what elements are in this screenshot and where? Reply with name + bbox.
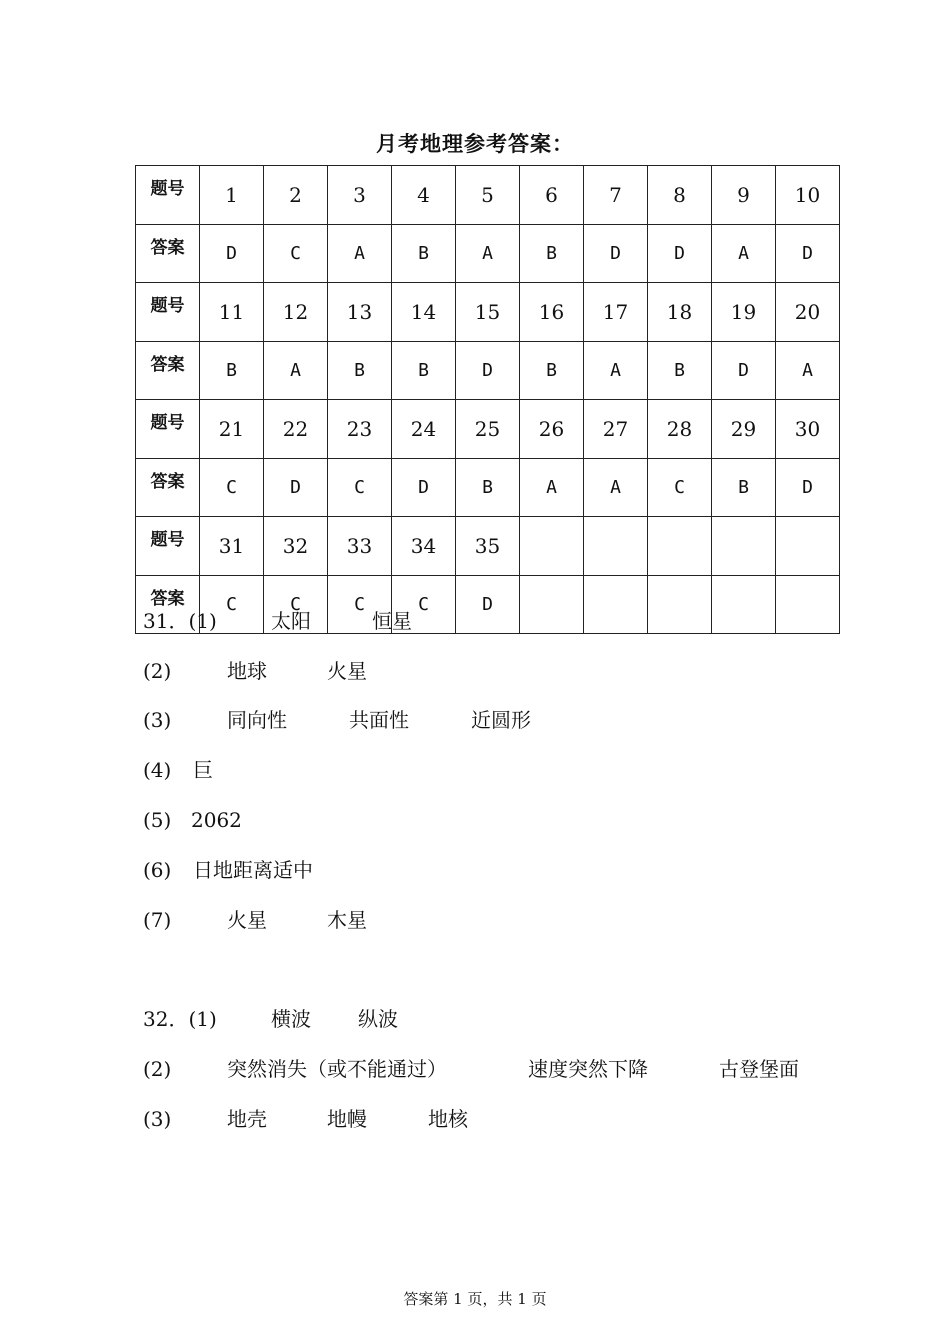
answer-text: 地壳 [227, 1107, 267, 1131]
question-number: 35 [456, 517, 520, 576]
question-number: 1 [200, 166, 264, 225]
answer-cell: C [200, 458, 264, 517]
question-number: 33 [328, 517, 392, 576]
row-label-answer: 答案 [136, 341, 200, 400]
answer-text: 火星 [327, 659, 367, 683]
answer-cell: C [648, 458, 712, 517]
answer-table [135, 165, 840, 634]
answer-cell: D [712, 341, 776, 400]
answer-text: 突然消失（或不能通过） [227, 1057, 447, 1081]
row-label-question: 题号 [136, 283, 200, 342]
question-number: 13 [328, 283, 392, 342]
question-number: 6 [520, 166, 584, 225]
answer-cell: A [712, 224, 776, 283]
answer-text: 同向性 [227, 708, 287, 732]
answer-cell: B [456, 458, 520, 517]
answer-cell: B [392, 224, 456, 283]
question-number: 9 [712, 166, 776, 225]
question-number: 20 [776, 283, 840, 342]
answer-text: 古登堡面 [719, 1057, 799, 1081]
part-label: (2) [143, 1057, 172, 1081]
question-number: 21 [200, 400, 264, 459]
answer-text: 共面性 [349, 708, 409, 732]
page-title: 月考地理参考答案： [376, 131, 574, 156]
row-label-question: 题号 [136, 400, 200, 459]
question-number: 25 [456, 400, 520, 459]
table-row [136, 224, 840, 283]
answer-cell: C [264, 575, 328, 634]
question-number: 8 [648, 166, 712, 225]
answer-text: 地球 [227, 659, 267, 683]
answer-cell: D [392, 458, 456, 517]
empty-cell [520, 517, 584, 576]
question-number: 19 [712, 283, 776, 342]
question-number: 10 [776, 166, 840, 225]
answer-text: 近圆形 [471, 708, 531, 732]
empty-cell [776, 575, 840, 634]
answer-cell: A [456, 224, 520, 283]
table-row [136, 283, 840, 342]
answer-text: 太阳 [271, 609, 311, 633]
answer-cell: A [584, 458, 648, 517]
answer-cell: B [200, 341, 264, 400]
question-number: 24 [392, 400, 456, 459]
part-label: (3) [143, 708, 172, 732]
question-number: 27 [584, 400, 648, 459]
answer-cell: C [200, 575, 264, 634]
question-number: 22 [264, 400, 328, 459]
question-number: 31 [200, 517, 264, 576]
empty-cell [648, 517, 712, 576]
question-number: 30 [776, 400, 840, 459]
question-number: 14 [392, 283, 456, 342]
row-label-answer: 答案 [136, 224, 200, 283]
table-row [136, 458, 840, 517]
empty-cell [520, 575, 584, 634]
answer-cell: B [328, 341, 392, 400]
row-label-answer: 答案 [136, 575, 200, 634]
row-label-question: 题号 [136, 517, 200, 576]
answer-cell: A [328, 224, 392, 283]
empty-cell [776, 517, 840, 576]
answer-text: 纵波 [358, 1007, 398, 1031]
part-label: (7) [143, 908, 172, 932]
table-row [136, 166, 840, 225]
part-label: (5) [143, 808, 172, 832]
answer-cell: A [520, 458, 584, 517]
question-number: 29 [712, 400, 776, 459]
question-number: 18 [648, 283, 712, 342]
table-row [136, 575, 840, 634]
answer-text: 木星 [327, 908, 367, 932]
empty-cell [712, 575, 776, 634]
answer-cell: C [392, 575, 456, 634]
empty-cell [584, 575, 648, 634]
answer-cell: B [648, 341, 712, 400]
answer-cell: C [328, 575, 392, 634]
question-number: 26 [520, 400, 584, 459]
question-number: 17 [584, 283, 648, 342]
answer-cell: D [776, 458, 840, 517]
answer-cell: D [648, 224, 712, 283]
answer-text: 横波 [271, 1007, 311, 1031]
table-row [136, 400, 840, 459]
answer-cell: D [776, 224, 840, 283]
answer-text: 日地距离适中 [193, 858, 313, 882]
question-number: 28 [648, 400, 712, 459]
part-label: (2) [143, 659, 172, 683]
answer-text: 速度突然下降 [528, 1057, 648, 1081]
q32-label: 32．(1) [143, 1007, 217, 1031]
answer-cell: B [392, 341, 456, 400]
row-label-answer: 答案 [136, 458, 200, 517]
answer-text: 巨 [193, 758, 213, 782]
answer-cell: B [712, 458, 776, 517]
question-number: 2 [264, 166, 328, 225]
answer-cell: B [520, 341, 584, 400]
row-label-question: 题号 [136, 166, 200, 225]
answer-cell: D [584, 224, 648, 283]
question-number: 16 [520, 283, 584, 342]
answer-text: 火星 [227, 908, 267, 932]
question-number: 34 [392, 517, 456, 576]
question-number: 12 [264, 283, 328, 342]
answer-text: 恒星 [372, 609, 412, 633]
answer-text: 2062 [191, 808, 242, 832]
answer-cell: C [264, 224, 328, 283]
empty-cell [712, 517, 776, 576]
answer-cell: D [456, 341, 520, 400]
question-number: 32 [264, 517, 328, 576]
question-number: 5 [456, 166, 520, 225]
answer-cell: D [200, 224, 264, 283]
question-number: 11 [200, 283, 264, 342]
answer-text: 地幔 [327, 1107, 367, 1131]
question-number: 3 [328, 166, 392, 225]
question-number: 15 [456, 283, 520, 342]
answer-cell: D [456, 575, 520, 634]
answer-cell: A [776, 341, 840, 400]
answer-cell: A [584, 341, 648, 400]
question-number: 23 [328, 400, 392, 459]
answer-cell: D [264, 458, 328, 517]
question-number: 4 [392, 166, 456, 225]
table-row [136, 517, 840, 576]
table-row [136, 341, 840, 400]
answer-cell: C [328, 458, 392, 517]
answer-cell: B [520, 224, 584, 283]
empty-cell [584, 517, 648, 576]
part-label: (3) [143, 1107, 172, 1131]
q31-label: 31．(1) [143, 609, 217, 633]
answer-cell: A [264, 341, 328, 400]
question-number: 7 [584, 166, 648, 225]
empty-cell [648, 575, 712, 634]
page-footer: 答案第 1 页，共 1 页 [403, 1290, 547, 1308]
part-label: (6) [143, 858, 172, 882]
answer-text: 地核 [428, 1107, 468, 1131]
part-label: (4) [143, 758, 172, 782]
